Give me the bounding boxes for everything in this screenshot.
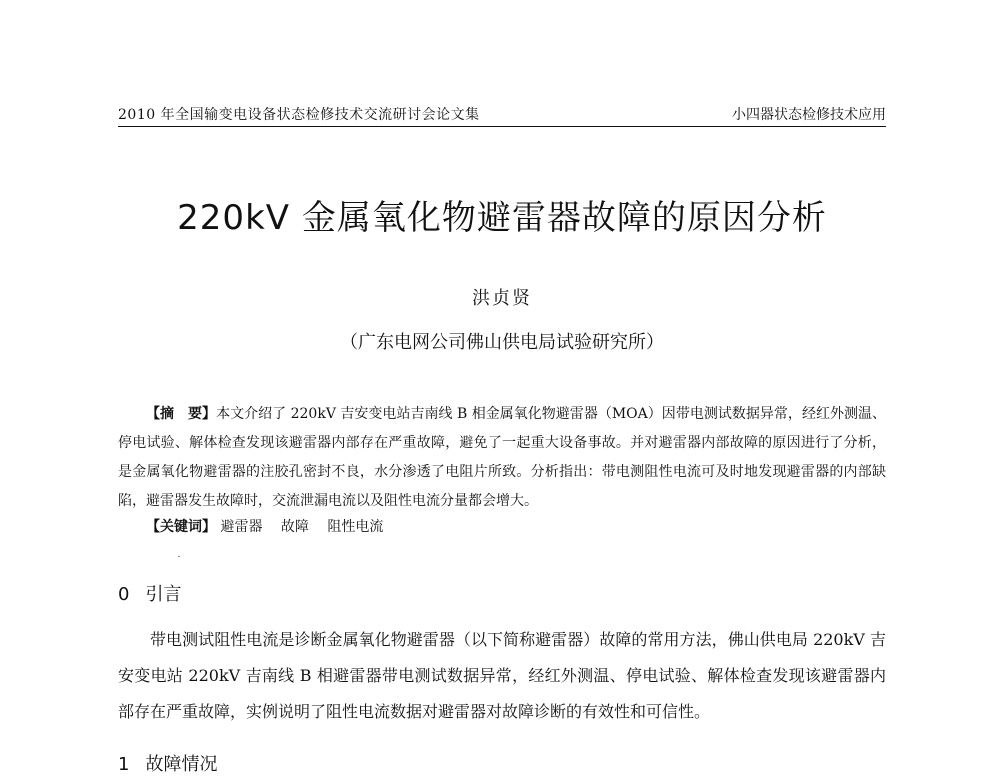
keyword-item: 避雷器	[220, 519, 263, 535]
header-rule	[118, 126, 886, 127]
affiliation: （广东电网公司佛山供电局试验研究所）	[340, 332, 664, 353]
author: 洪贞贤	[472, 288, 532, 309]
section-title: 引言	[145, 584, 182, 605]
abstract-text: 本文介绍了 220kV 吉安变电站吉南线 B 相金属氧化物避雷器（MOA）因带电测试数据异常，经红外测温、停电试验、解体检查发现该避雷器内部存在严重故障，避免了一起重大设备事故。并对避雷器内部故障的原因进行了分析，是金属氧化物避雷器的注胶孔密封不良，水分渗透了电阻片所致。分析指出：带电测阻性电流可及时地发现避雷器的内部缺陷，避雷器发生故障时，交流泄漏电流以及阻性电流分量都会增大。	[118, 406, 887, 509]
keyword-item: 故障	[280, 519, 309, 535]
keywords-label: 【关键词】	[146, 519, 216, 535]
section-number: 1	[118, 754, 130, 775]
scan-speck	[178, 556, 180, 557]
section-heading-intro	[118, 580, 181, 606]
section-number: 0	[118, 584, 130, 605]
paper-title: 220kV 金属氧化物避雷器故障的原因分析	[177, 198, 827, 238]
header-journal: 2010 年全国输变电设备状态检修技术交流研讨会论文集	[118, 107, 480, 123]
abstract	[118, 400, 886, 516]
section-heading-fault	[118, 750, 217, 776]
running-header	[118, 104, 886, 126]
keyword-item: 阻性电流	[327, 519, 384, 535]
intro-body	[118, 622, 886, 730]
abstract-label: 【摘 要】	[146, 406, 217, 422]
keywords	[146, 516, 397, 536]
section-title: 故障情况	[145, 754, 218, 775]
header-section: 小四器状态检修技术应用	[732, 107, 886, 123]
intro-paragraph: 带电测试阻性电流是诊断金属氧化物避雷器（以下简称避雷器）故障的常用方法，佛山供电局 220kV 吉安变电站 220kV 吉南线 B 相避雷器带电测试数据异常，经红外测温、停电试验、解体检查发现该避雷器内部存在严重故障，实例说明了阻性电流数据对避雷器对故障诊断的有效性和可信性。	[118, 630, 886, 721]
